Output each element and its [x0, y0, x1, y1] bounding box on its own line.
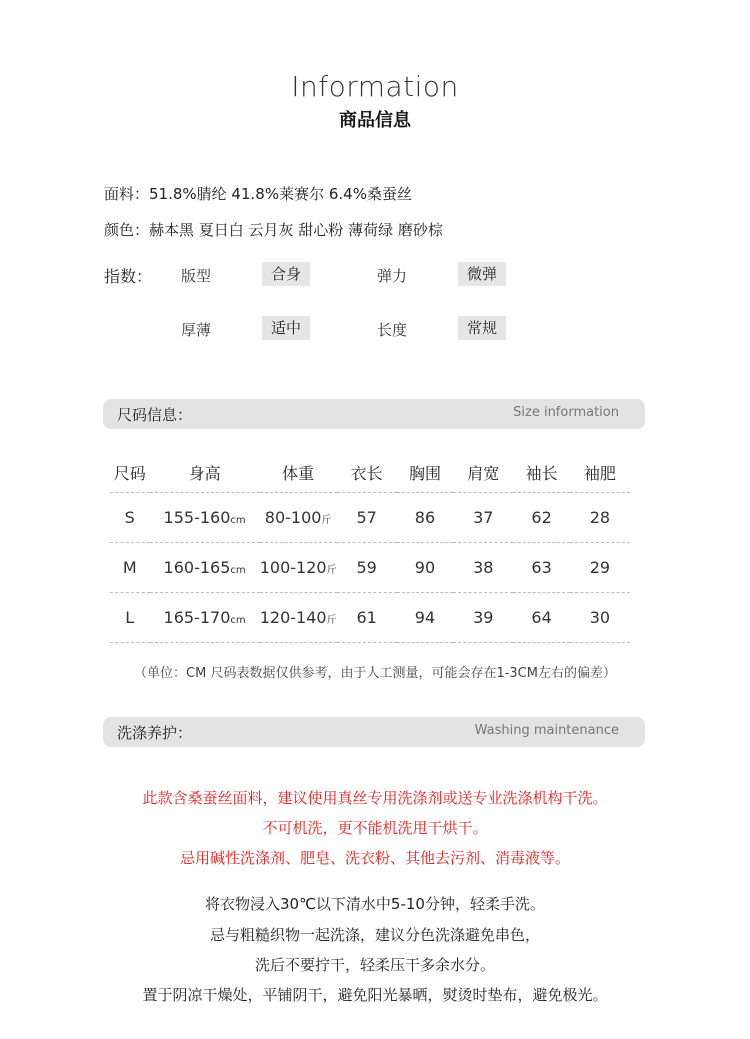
- index-name-thickness: 厚薄: [181, 321, 212, 339]
- care-warning-1: 此款含桑蚕丝面料，建议使用真丝专用洗涤剂或送专业洗涤机构干洗。: [142, 789, 608, 807]
- header-shoulder: 肩宽: [467, 463, 500, 483]
- cell-weight: [260, 493, 337, 543]
- weight-unit: 斤: [326, 615, 337, 626]
- height-value: 165-170: [163, 608, 231, 627]
- size-section-bar: [103, 399, 645, 429]
- header-length: 衣长: [350, 463, 383, 483]
- cell-length: 57: [356, 508, 377, 527]
- weight-value: 100-120: [259, 558, 327, 577]
- cell-size: M: [122, 558, 137, 577]
- table-row: [110, 593, 630, 643]
- height-unit: cm: [230, 615, 246, 626]
- header-chest: 胸围: [408, 463, 441, 483]
- care-tip-2: 忌与粗糙织物一起洗涤，建议分色洗涤避免串色，: [209, 926, 540, 944]
- height-unit: cm: [230, 565, 246, 576]
- cell-weight: [260, 543, 337, 593]
- cell-size: S: [124, 508, 135, 527]
- weight-unit: 斤: [326, 565, 337, 576]
- height-value: 155-160: [163, 508, 231, 527]
- care-section-bar: [103, 717, 645, 747]
- cell-sleeve: 63: [531, 558, 552, 577]
- table-header-row: [110, 452, 630, 493]
- height-value: 160-165: [163, 558, 231, 577]
- table-row: [110, 543, 630, 593]
- care-tip-3: 洗后不要拧干，轻柔压干多余水分。: [254, 956, 495, 974]
- header-sleeve: 袖长: [525, 463, 558, 483]
- size-section-title-en: Size information: [513, 405, 619, 420]
- index-name-elastic: 弹力: [377, 267, 408, 285]
- cell-shoulder: 39: [473, 608, 494, 627]
- cell-chest: 86: [414, 508, 436, 527]
- index-name-fit: 版型: [181, 267, 212, 285]
- index-value-fit: 合身: [262, 262, 310, 286]
- cell-sleeve: 62: [531, 508, 552, 527]
- cell-height: [150, 593, 260, 643]
- cell-shoulder: 37: [473, 508, 494, 527]
- header-weight: 体重: [282, 463, 315, 483]
- cell-sleeve-width: 30: [589, 608, 611, 627]
- care-section-title-en: Washing maintenance: [474, 723, 619, 738]
- index-value-elastic: 微弹: [458, 262, 506, 286]
- care-tip-4: 置于阴凉干燥处，平铺阴干，避免阳光暴晒，熨烫时垫布，避免极光。: [142, 986, 608, 1004]
- title-cn: 商品信息: [339, 110, 411, 131]
- cell-length: 61: [356, 608, 377, 627]
- cell-chest: 90: [414, 558, 436, 577]
- cell-sleeve-width: 28: [589, 508, 611, 527]
- size-section-title: 尺码信息：: [117, 406, 193, 424]
- cell-weight: [260, 593, 337, 643]
- care-warning-3: 忌用碱性洗涤剂、肥皂、洗衣粉、其他去污剂、消毒液等。: [179, 849, 570, 867]
- size-table: [110, 452, 630, 643]
- care-section-title: 洗涤养护：: [117, 724, 193, 742]
- header-sleeve-width: 袖肥: [583, 463, 616, 483]
- title-en: Information: [291, 70, 459, 103]
- cell-height: [150, 543, 260, 593]
- weight-unit: 斤: [321, 515, 332, 526]
- weight-value: 120-140: [259, 608, 327, 627]
- cell-sleeve-width: 29: [589, 558, 611, 577]
- size-note: （单位：CM 尺码表数据仅供参考，由于人工测量，可能会存在1-3CM左右的偏差）: [134, 666, 616, 681]
- header-height: 身高: [188, 463, 221, 483]
- care-warning-2: 不可机洗，更不能机洗甩干烘干。: [262, 819, 488, 837]
- cell-length: 59: [356, 558, 377, 577]
- index-value-length: 常规: [458, 316, 506, 340]
- cell-height: [150, 493, 260, 543]
- index-name-length: 长度: [377, 321, 408, 339]
- cell-size: L: [125, 608, 135, 627]
- cell-shoulder: 38: [473, 558, 494, 577]
- index-value-thickness: 适中: [262, 316, 310, 340]
- weight-value: 80-100: [264, 508, 322, 527]
- table-row: [110, 493, 630, 543]
- cell-sleeve: 64: [531, 608, 552, 627]
- cell-chest: 94: [414, 608, 436, 627]
- height-unit: cm: [230, 515, 246, 526]
- fabric-info: 面料：51.8%腈纶 41.8%莱赛尔 6.4%桑蚕丝: [104, 185, 412, 203]
- care-tip-1: 将衣物浸入30℃以下清水中5-10分钟，轻柔手洗。: [205, 895, 545, 913]
- index-label: 指数：: [104, 267, 153, 286]
- color-info: 颜色：赫本黑 夏日白 云月灰 甜心粉 薄荷绿 磨砂棕: [104, 221, 443, 239]
- header-size: 尺码: [113, 463, 146, 483]
